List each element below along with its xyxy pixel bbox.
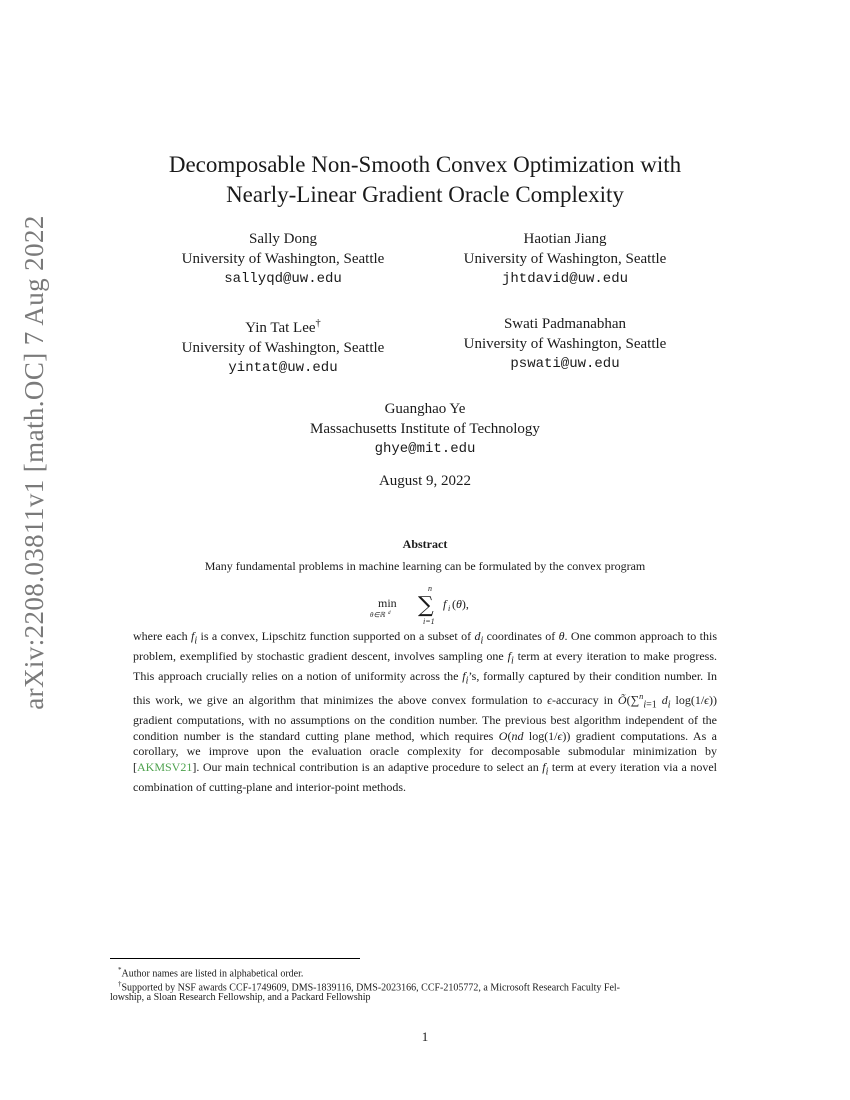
footnote-marker: * [118, 966, 122, 974]
author-block [148, 229, 418, 289]
author-email[interactable]: pswati@uw.edu [510, 356, 620, 372]
footnote-text: Author names are listed in alphabetical order. [121, 968, 304, 980]
footnote-marker: † [315, 318, 321, 329]
author-affiliation: University of Washington, Seattle [181, 251, 385, 267]
author-affiliation: University of Washington, Seattle [181, 340, 385, 356]
citation-link[interactable]: AKMSV21 [137, 759, 193, 774]
svg-text:n: n [428, 584, 432, 593]
svg-text:f: f [443, 597, 447, 611]
author-email[interactable]: yintat@uw.edu [228, 360, 338, 376]
author-name: Haotian Jiang [523, 231, 607, 247]
svg-text:(θ),: (θ), [452, 597, 469, 611]
page-number: 1 [421, 1029, 429, 1044]
author-block [430, 229, 700, 289]
svg-text:min: min [378, 596, 397, 610]
author-email[interactable]: jhtdavid@uw.edu [501, 271, 629, 287]
author-block [148, 314, 418, 378]
svg-text:i=1: i=1 [423, 617, 435, 626]
author-name: Guanghao Ye [384, 401, 466, 417]
footnote-2-continued: lowship, a Sloan Research Fellowship, and a Packard Fellowship [110, 992, 371, 1003]
svg-text:d: d [388, 611, 391, 616]
title-line-2: Nearly-Linear Gradient Oracle Complexity [226, 182, 624, 207]
author-email[interactable]: ghye@mit.edu [374, 441, 476, 457]
svg-text:θ∈ℝ: θ∈ℝ [370, 611, 386, 619]
title-line-1: Decomposable Non-Smooth Convex Optimization with [168, 152, 682, 177]
author-affiliation: University of Washington, Seattle [463, 336, 667, 352]
author-name: Sally Dong [249, 231, 317, 247]
author-name: Swati Padmanabhan [503, 316, 627, 332]
convex-program-formula [330, 583, 520, 627]
footnote-marker: † [118, 980, 122, 988]
footnote-text: Supported by NSF awards CCF-1749609, DMS-1839116, DMS-2023166, CCF-2105772, a Microsoft Research Faculty Fel- [121, 982, 621, 994]
author-affiliation: Massachusetts Institute of Technology [310, 421, 540, 437]
paper-title [100, 150, 750, 210]
author-affiliation: University of Washington, Seattle [463, 251, 667, 267]
abstract-heading: Abstract [402, 537, 448, 551]
svg-text:i: i [448, 604, 451, 613]
arxiv-stamp-text: arXiv:2208.03811v1 [math.OC] 7 Aug 2022 [18, 214, 49, 710]
svg-text:∑: ∑ [418, 593, 434, 618]
arxiv-stamp [14, 214, 54, 710]
author-block [430, 314, 700, 374]
paper-date: August 9, 2022 [378, 473, 472, 489]
abstract-intro: Many fundamental problems in machine learning can be formulated by the convex program [204, 559, 646, 573]
author-name: Yin Tat Lee [245, 320, 316, 336]
footnote-rule [110, 958, 360, 959]
author-email[interactable]: sallyqd@uw.edu [224, 271, 342, 287]
abstract-body: where each $f_i$ is a convex, Lipschitz function supported on a subset of $d_i$ coordinates of θ. One common approach to this problem, exemplified by stochastic gradient descent, involves sampling one $f_i$ term at every iteration to make progress. This approach crucially relies on a notion of uniformity across the $f_i’s$, formally captured by their condition number. In this work, we give an algorithm that minimizes the above convex formulation to ϵ-accuracy in Õ(∑$^n_{i=1}$ $d_i$ log(1/ϵ)) gradient computations, with no assumptions on the condition number. The previous best algorithm independent of the condition number is the standard cutting plane method, which requires O(nd log(1/ϵ)) gradient computations. As a corollary, we improve upon the evaluation oracle complexity for decomposable submodular minimization by [AKMSV21]. Our main technical contribution is an adaptive procedure to select an $f_i$ term at every iteration via a novel combination of cutting-plane and interior-point methods. [133, 629, 718, 794]
author-block [200, 399, 650, 459]
